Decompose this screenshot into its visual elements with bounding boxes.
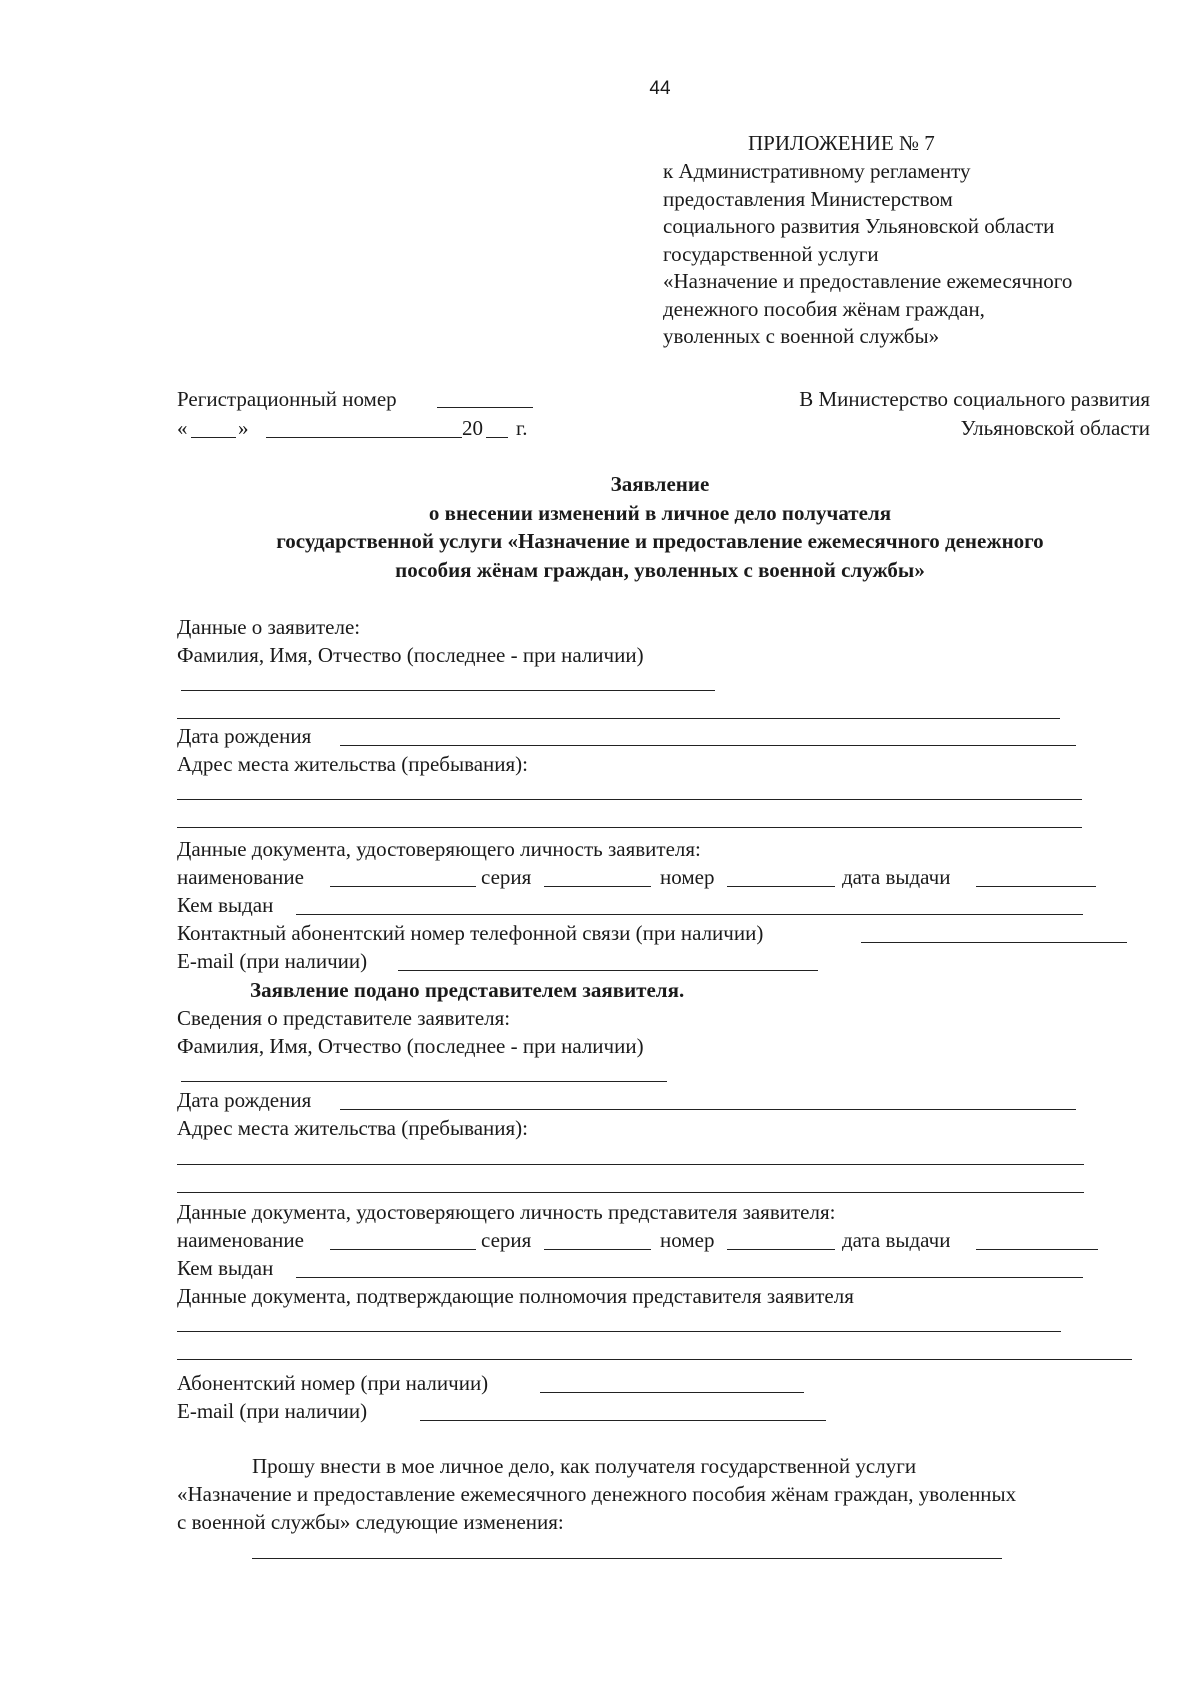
representative-authority-field[interactable] [177,1331,1061,1332]
appendix-line: предоставления Министерством [663,187,953,211]
representative-fio-field[interactable] [181,1081,667,1082]
applicant-email-label: E-mail (при наличии) [177,949,368,973]
representative-doc-series-field[interactable] [544,1249,651,1250]
date-open-quote: « [177,416,188,440]
applicant-address-field-2[interactable] [177,827,1082,828]
applicant-issued-by-field[interactable] [296,914,1083,915]
page-number: 44 [649,78,671,99]
applicant-fio-field[interactable] [181,690,715,691]
applicant-fio-label: Фамилия, Имя, Отчество (последнее - при наличии) [177,643,644,667]
representative-email-label: E-mail (при наличии) [177,1399,368,1423]
representative-email-field[interactable] [420,1420,826,1421]
representative-authority-field-2[interactable] [177,1359,1132,1360]
applicant-doc-number-field[interactable] [727,886,835,887]
date-year-suffix: г. [516,416,528,440]
applicant-issued-by-label: Кем выдан [177,893,274,917]
document-subtitle: пособия жёнам граждан, уволенных с военной службы» [395,558,925,582]
representative-dob-label: Дата рождения [177,1088,312,1112]
representative-address-label: Адрес места жительства (пребывания): [177,1116,529,1140]
representative-doc-number-label: номер [660,1228,715,1252]
appendix-line: уволенных с военной службы» [663,324,940,348]
applicant-doc-series-label: серия [481,865,532,889]
representative-doc-number-field[interactable] [727,1249,835,1250]
applicant-address-field[interactable] [177,799,1082,800]
applicant-phone-field[interactable] [861,942,1127,943]
appendix-line: социального развития Ульяновской области [663,214,1055,238]
date-year-field[interactable] [486,437,508,438]
date-close-quote: » [238,416,249,440]
representative-phone-field[interactable] [540,1392,804,1393]
applicant-doc-date-label: дата выдачи [842,865,951,889]
representative-address-field[interactable] [177,1164,1084,1165]
requested-changes-field[interactable] [252,1558,1002,1559]
representative-doc-heading: Данные документа, удостоверяющего личность представителя заявителя: [177,1200,836,1224]
applicant-doc-series-field[interactable] [544,886,651,887]
applicant-doc-name-field[interactable] [330,886,476,887]
applicant-address-label: Адрес места жительства (пребывания): [177,752,529,776]
addressee-line: В Министерство социального развития [799,387,1150,411]
request-line: с военной службы» следующие изменения: [177,1510,564,1534]
date-year-prefix: 20 [462,416,483,440]
applicant-doc-heading: Данные документа, удостоверяющего личность заявителя: [177,837,701,861]
date-month-field[interactable] [266,437,462,438]
applicant-doc-date-field[interactable] [976,886,1096,887]
representative-doc-series-label: серия [481,1228,532,1252]
request-line: Прошу внести в мое личное дело, как получателя государственной услуги [252,1454,917,1478]
applicant-phone-label: Контактный абонентский номер телефонной связи (при наличии) [177,921,764,945]
representative-doc-name-field[interactable] [330,1249,476,1250]
applicant-email-field[interactable] [398,970,818,971]
document-title: Заявление [610,472,710,496]
registration-number-field[interactable] [437,407,533,408]
applicant-dob-label: Дата рождения [177,724,312,748]
representative-info-label: Сведения о представителе заявителя: [177,1006,511,1030]
representative-authority-label: Данные документа, подтверждающие полномочия представителя заявителя [177,1284,854,1308]
document-subtitle: о внесении изменений в личное дело получателя [428,501,892,525]
applicant-dob-field[interactable] [340,745,1076,746]
representative-issued-by-label: Кем выдан [177,1256,274,1280]
appendix-line: к Административному регламенту [663,159,971,183]
representative-doc-date-field[interactable] [976,1249,1098,1250]
representative-issued-by-field[interactable] [296,1277,1083,1278]
appendix-line: «Назначение и предоставление ежемесячного [663,269,1073,293]
representative-dob-field[interactable] [340,1109,1076,1110]
representative-doc-name-label: наименование [177,1228,304,1252]
applicant-doc-name-label: наименование [177,865,304,889]
applicant-heading: Данные о заявителе: [177,615,361,639]
registration-number-label: Регистрационный номер [177,387,397,411]
date-day-field[interactable] [191,437,236,438]
request-line: «Назначение и предоставление ежемесячного денежного пособия жёнам граждан, уволенных [177,1482,1017,1506]
representative-phone-label: Абонентский номер (при наличии) [177,1371,489,1395]
addressee-line: Ульяновской области [960,416,1150,440]
representative-fio-label: Фамилия, Имя, Отчество (последнее - при наличии) [177,1034,644,1058]
document-subtitle: государственной услуги «Назначение и предоставление ежемесячного денежного [276,529,1044,553]
representative-address-field-2[interactable] [177,1192,1084,1193]
appendix-line: государственной услуги [663,242,879,266]
appendix-line: денежного пособия жёнам граждан, [663,297,985,321]
representative-doc-date-label: дата выдачи [842,1228,951,1252]
representative-heading: Заявление подано представителем заявителя. [250,978,685,1002]
applicant-fio-field-2[interactable] [177,718,1060,719]
applicant-doc-number-label: номер [660,865,715,889]
appendix-title: ПРИЛОЖЕНИЕ № 7 [748,131,935,155]
